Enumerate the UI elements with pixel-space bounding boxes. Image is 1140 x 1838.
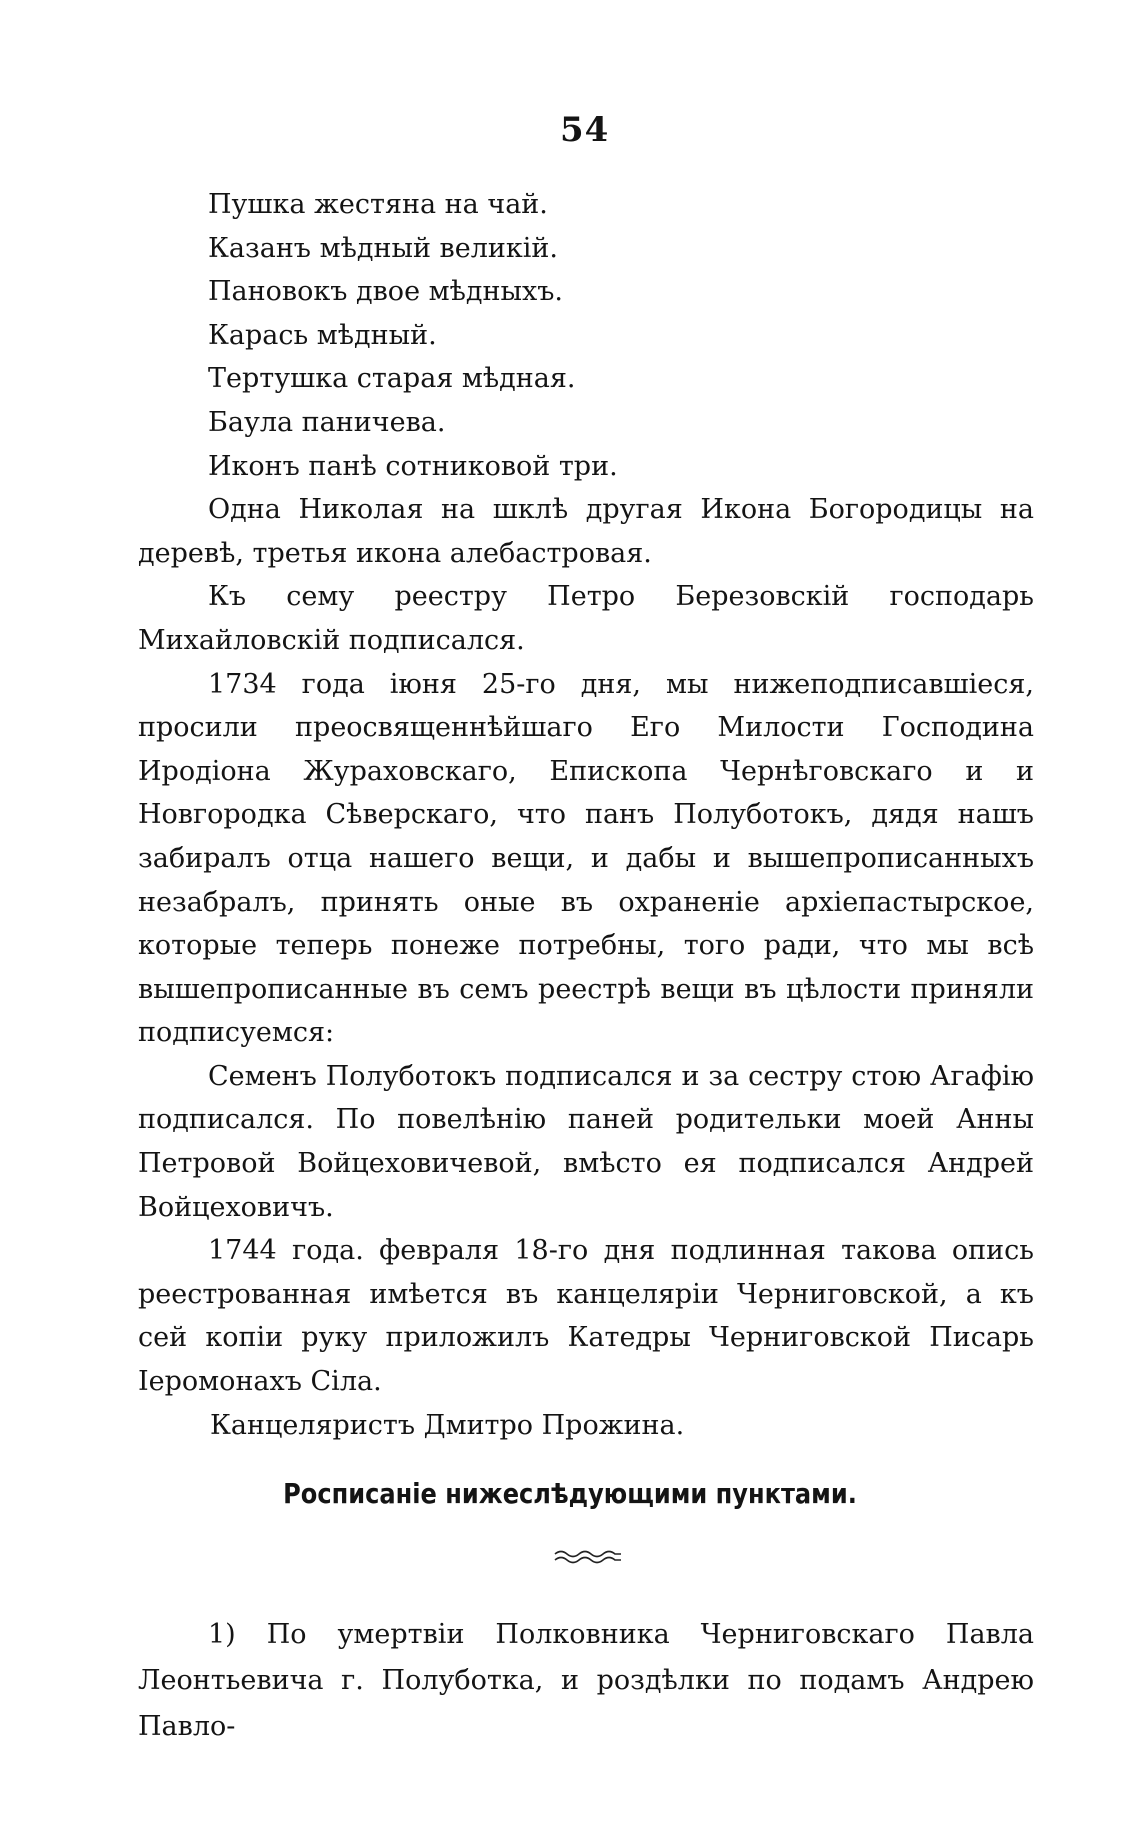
inventory-item: Карась мѣдный. <box>208 319 437 351</box>
inventory-item: Казанъ мѣдный великій. <box>208 232 558 264</box>
inventory-item: Иконъ панѣ сотниковой три. <box>208 450 618 482</box>
signature-line: Канцеляристъ Дмитро Прожина. <box>210 1409 685 1441</box>
main-text <box>138 183 1034 1447</box>
section-title: Росписаніе нижеслѣдующими пунктами. <box>283 1477 857 1510</box>
paragraph: Къ сему реестру Петро Березовскій господарь Михайловскій подписался. <box>138 581 1034 656</box>
inventory-item: Тертушка старая мѣдная. <box>208 363 576 395</box>
page-number: 54 <box>560 110 610 150</box>
paragraph: 1744 года. февраля 18-го дня подлинная такова опись реестрованная имѣется въ канцеляріи Черниговской, а къ сей копіи руку приложилъ Катедры Черниговской Писарь Іеромонахъ Сіла. <box>138 1235 1034 1398</box>
section-paragraph: 1) По умертвіи Полковника Черниговскаго Павла Леонтьевича г. Полуботка, и роздѣлки по подамъ Андрею Павло- <box>138 1619 1034 1742</box>
section-text <box>138 1612 1034 1750</box>
paragraph: 1734 года іюня 25-го дня, мы нижеподписавшіеся, просили преосвященнѣйшаго Его Милости Господина Иродіона Жураховскаго, Епископа Чернѣговскаго и и Новгородка Сѣверскаго, что панъ Полуботокъ, дядя нашъ забиралъ отца нашего вещи, и дабы и вышепрописанныхъ незабралъ, принять оные въ охраненіе архіепастырское, которые теперь понеже потребны, того ради, что мы всѣ вышепрописанные въ семъ реестрѣ вещи въ цѣлости приняли подписуемся: <box>138 668 1034 1049</box>
inventory-item: Пушка жестяна на чай. <box>208 189 548 220</box>
ornament-divider-icon <box>553 1547 623 1567</box>
paragraph: Одна Николая на шклѣ другая Икона Богородицы на деревѣ, третья икона алебастровая. <box>138 494 1034 569</box>
paragraph: Семенъ Полуботокъ подписался и за сестру стою Агафію подписался. По повелѣнію паней родительки моей Анны Петровой Войцеховичевой, вмѣсто ея подписался Андрей Войцеховичъ. <box>138 1060 1034 1223</box>
inventory-item: Пановокъ двое мѣдныхъ. <box>208 276 564 308</box>
inventory-item: Баула паничева. <box>208 406 446 438</box>
